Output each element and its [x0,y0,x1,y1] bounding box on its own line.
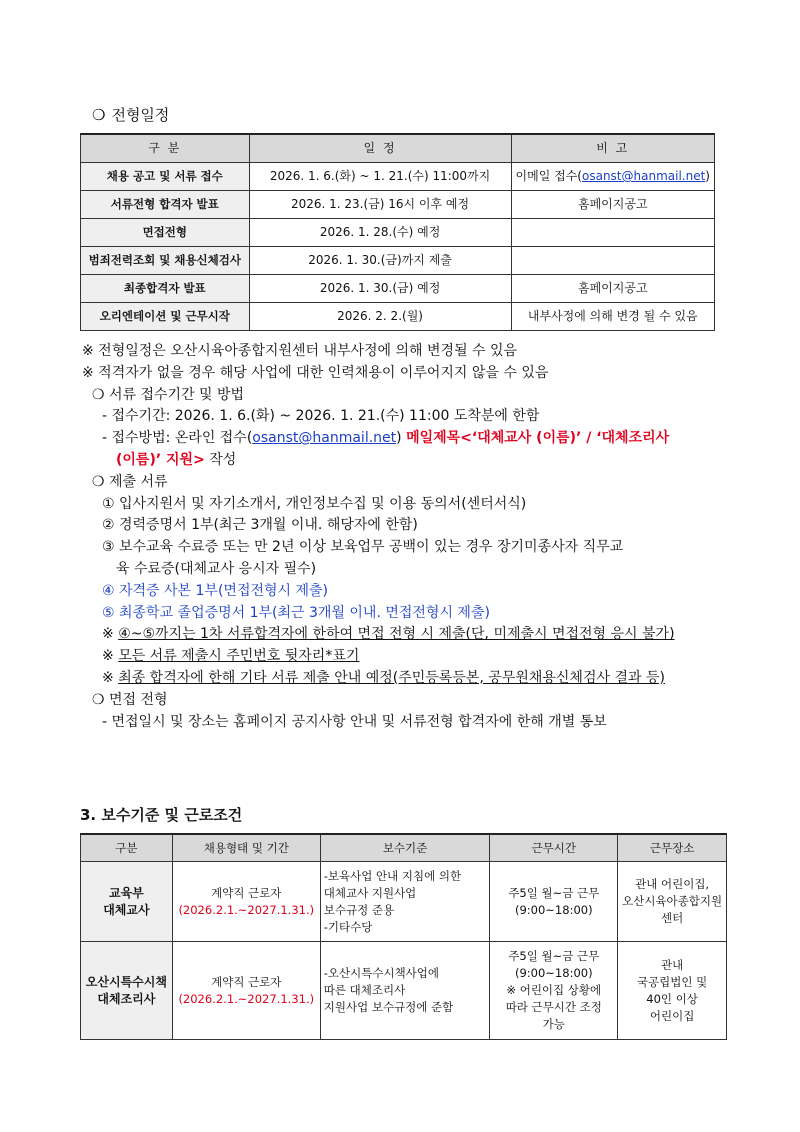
pay-line: -기타수당 [323,919,373,934]
apply-heading: ❍ 서류 접수기간 및 방법 [92,386,245,403]
place-line: 관내 [661,957,684,972]
compensation-table [80,833,727,1040]
row-date: 2026. 1. 6.(화) ~ 1. 21.(수) 11:00까지 [249,162,511,190]
contract-period: (2026.2.1.~2027.1.31.) [178,991,315,1006]
email-link[interactable]: osanst@hanmail.net [582,169,706,183]
row-employment [172,862,320,942]
row-note: 홈페이지공고 [511,190,714,218]
row-pay [320,862,490,942]
row-category: 면접전형 [81,218,250,246]
employment-type: 계약직 근로자 [211,974,282,989]
row-category: 오리엔테이션 및 근무시작 [81,302,250,330]
pay-line: 보수규정 준용 [323,902,395,917]
doc-item-3: ③ 보수교육 수료증 또는 만 2년 이상 보육업무 공백이 있는 경우 장기미종사자 직무교 [102,539,624,556]
schedule-change-note: ※ 전형일정은 오산시육아종합지원센터 내부사정에 의해 변경될 수 있음 [82,343,518,359]
row-category: 채용 공고 및 서류 접수 [81,162,250,190]
row-pay [320,942,490,1040]
apply-period: - 접수기간: 2026. 1. 6.(화) ~ 2026. 1. 21.(수) 11:00 도착분에 한함 [102,408,540,425]
apply-method-cont [80,450,740,472]
doc-item-5: ⑤ 최종학교 졸업증명서 1부(최근 3개월 이내. 면접전형시 제출) [102,604,490,621]
doc-item-4: ④ 자격증 사본 1부(면접전형시 제출) [102,582,328,599]
hours-line: 주5일 월~금 근무 [508,949,600,963]
header-employment-type: 채용형태 및 기간 [172,834,320,862]
place-line: 40인 이상 [646,991,698,1006]
row-category: 범죄전력조회 및 채용신체검사 [81,246,250,274]
row-note [511,162,714,190]
pay-line: 따른 대체조리사 [323,983,406,997]
apply-method-suffix: ) [396,430,407,447]
pay-line: 대체교사 지원사업 [323,885,417,900]
row-note [511,246,714,274]
hours-line: 따라 근무시간 조정 [505,1000,602,1014]
row-date: 2026. 1. 28.(수) 예정 [249,218,511,246]
circle-bullet-icon: ❍ [92,106,106,124]
row-category: 서류전형 합격자 발표 [81,190,250,218]
doc-note-3-text: 최종 합격자에 한해 기타 서류 제출 안내 예정(주민등록등본, 공무원채용신체검사 결과 등) [118,669,665,686]
no-candidate-note: ※ 적격자가 없을 경우 해당 사업에 대한 인력채용이 이루어지지 않을 수 있음 [82,364,549,381]
header-category: 구 분 [81,134,250,162]
apply-method-prefix: - 접수방법: 온라인 접수( [102,430,253,447]
row-date: 2026. 1. 30.(금) 예정 [249,274,511,302]
category-line: 대체조리사 [97,991,156,1006]
row-place [618,862,727,942]
hours-line: 주5일 월~금 근무 [508,885,600,900]
row-date: 2026. 1. 30.(금)까지 제출 [249,246,511,274]
apply-method [80,428,740,450]
header-pay: 보수기준 [320,834,490,862]
place-line: 어린이집 [649,1008,695,1023]
comp-header-row [81,834,727,862]
doc-item-2: ② 경력증명서 1부(최근 3개월 이내. 해당자에 한함) [102,517,418,534]
header-place: 근무장소 [618,834,727,862]
header-category: 구분 [81,834,173,862]
table-row [81,190,715,218]
schedule-table [80,133,715,331]
note-mark: ※ [102,626,119,643]
section-3-title: 3. 보수기준 및 근로조건 [80,806,243,824]
schedule-heading [92,104,169,125]
note-suffix: ) [705,169,710,183]
doc-note-1-text: ④~⑤까지는 1차 서류합격자에 한하여 면접 전형 시 제출(단, 미제출시 면접전형 응시 불가) [118,626,675,643]
mail-subject-instruction: 메일제목<‘대체교사 (이름)’ / ‘대체조리사 [406,430,670,447]
contract-period: (2026.2.1.~2027.1.31.) [178,902,315,917]
table-row [81,274,715,302]
header-note: 비 고 [511,134,714,162]
table-row [81,302,715,330]
doc-note-2 [80,646,740,668]
row-category: 최종합격자 발표 [81,274,250,302]
row-category [81,862,173,942]
table-row [81,218,715,246]
apply-email-link[interactable]: osanst@hanmail.net [252,430,397,447]
row-note: 내부사정에 의해 변경 될 수 있음 [511,302,714,330]
hours-line: (9:00~18:00) [514,966,593,980]
row-employment [172,942,320,1040]
place-line: 센터 [661,911,684,925]
place-line: 오산시육아종합지원 [622,894,723,908]
schedule-header-row [81,134,715,162]
hours-line: ※ 어린이집 상황에 [506,983,602,997]
row-category [81,942,173,1040]
docs-heading: ❍ 제출 서류 [92,473,168,490]
doc-item-3-cont: 육 수료증(대체교사 응시자 필수) [116,560,317,577]
header-hours: 근무시간 [490,834,618,862]
row-date: 2026. 1. 23.(금) 16시 이후 예정 [249,190,511,218]
interview-heading: ❍ 면접 전형 [92,691,168,708]
mail-subject-tail: 작성 [204,451,237,468]
note-prefix: 이메일 접수( [515,169,582,183]
category-line: 교육부 [109,885,144,900]
interview-detail: - 면접일시 및 장소는 홈페이지 공지사항 안내 및 서류전형 합격자에 한해 개별 통보 [102,713,607,730]
hours-line: (9:00~18:00) [514,902,593,917]
header-date: 일 정 [249,134,511,162]
row-hours [490,862,618,942]
row-note: 홈페이지공고 [511,274,714,302]
pay-line: -보육사업 안내 지침에 의한 [323,868,462,883]
note-mark: ※ [102,648,119,665]
doc-item-1: ① 입사지원서 및 자기소개서, 개인정보수집 및 이용 동의서(센터서식) [102,495,527,512]
employment-type: 계약직 근로자 [211,885,282,900]
table-row [81,246,715,274]
table-row [81,942,727,1040]
table-row [81,862,727,942]
category-line: 대체교사 [103,902,150,917]
doc-note-3 [80,668,740,690]
place-line: 관내 어린이집, [635,877,710,891]
notes-section [80,341,740,733]
row-place [618,942,727,1040]
row-hours [490,942,618,1040]
doc-note-2-text: 모든 서류 제출시 주민번호 뒷자리*표기 [118,648,360,665]
doc-note-1 [80,624,740,646]
place-line: 국공립법인 및 [636,974,708,989]
schedule-heading-text: 전형일정 [111,106,170,124]
mail-subject-instruction-cont: (이름)’ 지원> [116,451,205,468]
pay-line: 지원사업 보수규정에 준함 [323,1000,454,1014]
hours-line: 가능 [542,1017,565,1031]
row-note [511,218,714,246]
pay-line: -오산시특수시책사업에 [323,966,440,980]
category-line: 오산시특수시책 [85,974,167,989]
note-mark: ※ [102,669,119,686]
table-row [81,162,715,190]
row-date: 2026. 2. 2.(월) [249,302,511,330]
